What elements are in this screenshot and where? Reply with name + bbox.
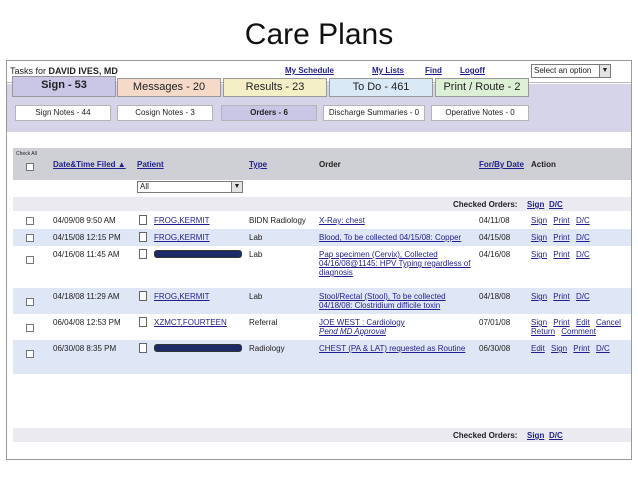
order-link[interactable]: JOE WEST : Cardiology (319, 318, 405, 327)
checked-orders-bottom (13, 428, 631, 442)
filed-date: 04/16/08 11:45 AM (53, 250, 120, 259)
option-select[interactable] (531, 64, 611, 78)
filed-date: 04/15/08 12:15 PM (53, 233, 121, 242)
document-icon[interactable] (139, 249, 147, 259)
action-print-link[interactable]: Print (553, 292, 570, 301)
for-by-date: 04/18/08 (479, 292, 511, 301)
table-row (13, 340, 631, 374)
type-header[interactable]: Type (249, 160, 268, 169)
action-print-link[interactable]: Print (553, 318, 570, 327)
table-row (13, 314, 631, 340)
patient-header[interactable]: Patient (137, 160, 164, 169)
filed-date: 06/30/08 8:35 PM (53, 344, 117, 353)
checked-orders-top (13, 197, 631, 211)
action-links (531, 250, 631, 259)
action-print-link[interactable]: Print (573, 344, 590, 353)
table-row (13, 229, 631, 246)
date-filed-header[interactable]: Date&Time Filed ▲ (53, 160, 126, 169)
for-by-date: 04/11/08 (479, 216, 510, 225)
for-by-date: 04/15/08 (479, 233, 511, 242)
tab-2[interactable]: Results - 23 (223, 78, 327, 97)
row-checkbox[interactable] (26, 256, 34, 264)
action-comment-link[interactable]: Comment (561, 327, 596, 336)
for-by-date: 04/16/08 (479, 250, 511, 259)
row-checkbox[interactable] (26, 217, 34, 225)
subtab-4[interactable]: Operative Notes - 0 (431, 105, 529, 121)
action-links (531, 233, 631, 242)
order-link[interactable]: X-Ray: chest (319, 216, 365, 225)
action-links (531, 318, 631, 336)
order-cell (319, 250, 479, 277)
action-dc-link[interactable]: D/C (595, 344, 610, 353)
table-row (13, 288, 631, 314)
order-type: Radiology (249, 344, 285, 353)
tab-4[interactable]: Print / Route - 2 (435, 78, 529, 97)
checked-sign-link[interactable]: Sign (527, 200, 545, 209)
logoff-link[interactable]: Logoff (460, 66, 485, 75)
tab-1[interactable]: Messages - 20 (117, 78, 221, 97)
for-by-date: 06/30/08 (479, 344, 511, 353)
document-icon[interactable] (139, 317, 147, 327)
order-link[interactable]: Stool/Rectal (Stool), To be collected 04/18/08: Clostridium difficile toxin (319, 292, 446, 310)
sort-up-icon: ▲ (117, 160, 126, 169)
order-type: Referral (249, 318, 278, 327)
subtab-0[interactable]: Sign Notes - 44 (15, 105, 111, 121)
order-cell (319, 344, 479, 353)
order-link[interactable]: Blood, To be collected 04/15/08: Copper (319, 233, 462, 242)
checked-orders-label: Checked Orders: (453, 200, 518, 209)
action-sign-link[interactable]: Sign (531, 292, 548, 301)
check-all-label: Check All (16, 151, 37, 157)
checked-sign-link[interactable]: Sign (527, 431, 545, 440)
tab-0[interactable]: Sign - 53 (12, 76, 116, 97)
row-checkbox[interactable] (26, 298, 34, 306)
dropdown-arrow-icon: ▼ (599, 65, 610, 77)
app-window (6, 60, 632, 460)
row-checkbox[interactable] (26, 350, 34, 358)
patient-link[interactable]: FROG,KERMIT (154, 216, 210, 225)
action-sign-link[interactable]: Sign (551, 344, 568, 353)
order-cell (319, 292, 479, 310)
order-type: Lab (249, 233, 263, 242)
document-icon[interactable] (139, 343, 147, 353)
patient-filter-value: All (140, 182, 149, 191)
action-links (531, 216, 631, 225)
filed-date: 06/04/08 12:53 PM (53, 318, 121, 327)
order-status[interactable]: Pend MD Approval (319, 327, 386, 336)
my-schedule-link[interactable]: My Schedule (285, 66, 334, 75)
for-by-date: 07/01/08 (479, 318, 511, 327)
action-cancel-link[interactable]: Cancel (595, 318, 621, 327)
action-dc-link[interactable]: D/C (575, 216, 590, 225)
action-links (531, 292, 631, 301)
row-checkbox[interactable] (26, 234, 34, 242)
tasks-for-label: Tasks for DAVID IVES, MD (10, 66, 118, 76)
my-lists-link[interactable]: My Lists (372, 66, 405, 75)
find-link[interactable]: Find (425, 66, 442, 75)
order-link[interactable]: Pap specimen (Cervix), Collected 04/16/08@1145: HPV Typing regardless of diagnosis (319, 250, 471, 277)
tab-3[interactable]: To Do - 461 (329, 78, 433, 97)
slide-title: Care Plans (244, 18, 394, 51)
action-print-link[interactable]: Print (553, 233, 570, 242)
order-link[interactable]: CHEST (PA & LAT) requested as Routine (319, 344, 466, 353)
filed-date: 04/18/08 11:29 AM (53, 292, 120, 301)
checked-dc-link[interactable]: D/C (549, 200, 563, 209)
patient-link[interactable]: FROG,KERMIT (154, 292, 210, 301)
order-header: Order (319, 160, 341, 169)
document-icon[interactable] (139, 232, 147, 242)
table-row (13, 212, 631, 229)
action-sign-link[interactable]: Sign (531, 216, 548, 225)
user-name: DAVID IVES, MD (48, 66, 118, 76)
action-links (531, 344, 631, 353)
patient-link[interactable]: FROG,KERMIT (154, 233, 210, 242)
order-type: Lab (249, 292, 263, 301)
action-print-link[interactable]: Print (553, 216, 570, 225)
table-row (13, 246, 631, 288)
order-cell (319, 318, 479, 336)
action-dc-link[interactable]: D/C (575, 233, 590, 242)
action-return-link[interactable]: Return (531, 327, 556, 336)
subtab-2[interactable]: Orders - 6 (221, 105, 317, 121)
order-cell (319, 216, 479, 225)
for-by-date-header[interactable]: For/By Date (479, 160, 524, 169)
redacted-patient-name (154, 250, 242, 258)
filed-date: 04/09/08 9:50 AM (53, 216, 116, 225)
dropdown-arrow-icon: ▼ (231, 182, 242, 192)
action-edit-link[interactable]: Edit (575, 318, 590, 327)
document-icon[interactable] (139, 291, 147, 301)
row-checkbox[interactable] (26, 324, 34, 332)
order-cell (319, 233, 479, 242)
patient-filter-select[interactable] (137, 181, 243, 193)
subtab-1[interactable]: Cosign Notes - 3 (117, 105, 213, 121)
checked-dc-link[interactable]: D/C (549, 431, 563, 440)
action-header: Action (531, 160, 556, 169)
action-sign-link[interactable]: Sign (531, 250, 548, 259)
action-dc-link[interactable]: D/C (575, 292, 590, 301)
subtab-3[interactable]: Discharge Summaries - 0 (323, 105, 425, 121)
order-type: BIDN Radiology (249, 216, 306, 225)
check-all-checkbox[interactable] (26, 163, 34, 171)
redacted-patient-name (154, 344, 242, 352)
action-dc-link[interactable]: D/C (575, 250, 590, 259)
option-select-value: Select an option (534, 66, 592, 75)
action-edit-link[interactable]: Edit (531, 344, 545, 353)
patient-link[interactable]: XZMCT,FOURTEEN (154, 318, 227, 327)
action-print-link[interactable]: Print (553, 250, 570, 259)
action-sign-link[interactable]: Sign (531, 233, 548, 242)
document-icon[interactable] (139, 215, 147, 225)
action-sign-link[interactable]: Sign (531, 318, 548, 327)
filter-row (13, 180, 631, 194)
checked-orders-label: Checked Orders: (453, 431, 518, 440)
order-type: Lab (249, 250, 263, 259)
table-header (13, 148, 631, 180)
